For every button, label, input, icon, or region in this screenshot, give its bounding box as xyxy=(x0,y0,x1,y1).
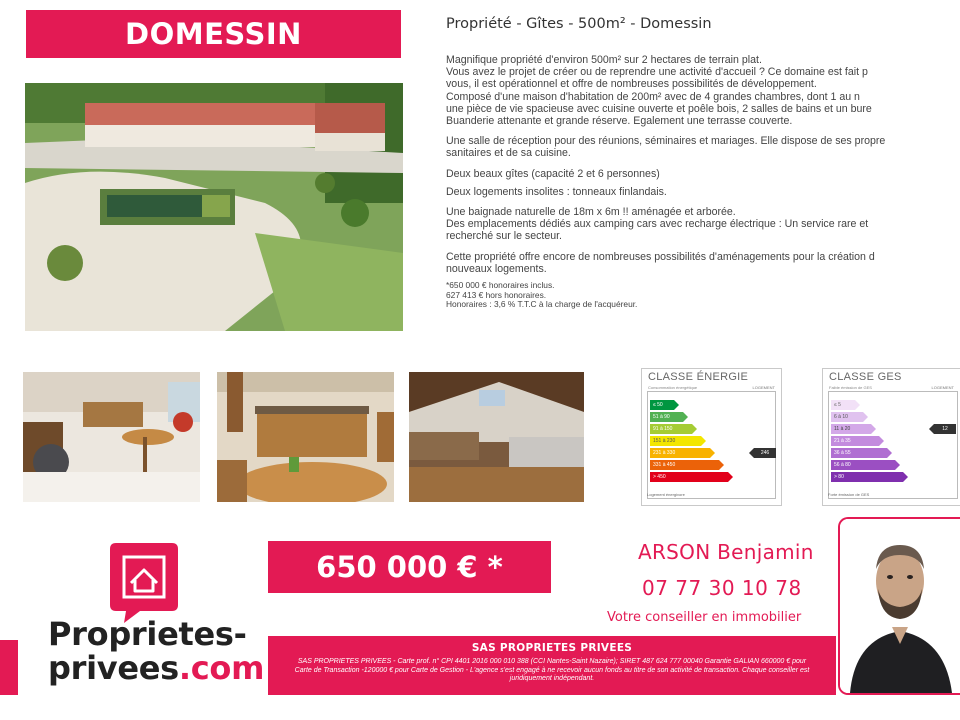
ges-footer: Forte émission de GES xyxy=(828,492,870,497)
energy-subtitle: Consommation énergétique xyxy=(648,385,698,390)
description-paragraph: Deux logements insolites : tonneaux finlandais. xyxy=(446,185,667,198)
house-logo-icon xyxy=(110,543,178,623)
brand-accent-bar xyxy=(0,640,18,695)
brand-logo-text xyxy=(48,617,264,685)
energy-logement-label: LOGEMENT xyxy=(752,385,775,390)
energy-marker: 246 xyxy=(754,448,776,458)
ges-logement-label: LOGEMENT xyxy=(931,385,954,390)
price-value: 650 000 € * xyxy=(316,550,503,584)
agent-name: ARSON Benjamin xyxy=(638,540,814,564)
price-banner xyxy=(268,541,551,593)
agent-phone[interactable]: 07 77 30 10 78 xyxy=(642,576,802,600)
energy-class-card xyxy=(641,368,782,506)
ges-bar-a: ≤ 5 xyxy=(831,400,855,410)
description-paragraph: Une salle de réception pour des réunions, séminaires et mariages. Elle dispose de ses propre sanitaires et de sa cuisine. xyxy=(446,135,886,160)
property-description xyxy=(446,54,960,344)
ges-bar-g: > 80 xyxy=(831,472,903,482)
energy-scale xyxy=(647,391,776,499)
property-title: DOMESSIN xyxy=(125,17,302,51)
property-headline: Propriété - Gîtes - 500m² - Domessin xyxy=(446,16,712,32)
ges-class-card xyxy=(822,368,960,506)
ges-scale xyxy=(828,391,958,499)
description-paragraph: Une baignade naturelle de 18m x 6m !! aménagée et arborée. Des emplacements dédiés aux camping cars avec recharge électrique : Un service rare et recherché sur le secteur. xyxy=(446,206,869,243)
energy-bar-a: ≤ 50 xyxy=(650,400,674,410)
interior-photo-kitchen xyxy=(23,372,200,502)
description-paragraph: Magnifique propriété d'environ 500m² sur 2 hectares de terrain plat. Vous avez le projet de créer ou de reprendre une activité d'accueil ? Ce domaine est fait p vous, il est opérationnel et offre de nombreuses possibilités de développement. Composé d'une maison d'habitation de 200m² avec de 4 grandes chambres, dont 1 au n une pièce de vie spacieuse avec cuisine ouverte et poêle bois, 2 salles de bains et un bure Buanderie attenante et grande réserve. Egalement une terrasse couverte. xyxy=(446,54,872,128)
interior-photo-bedroom xyxy=(409,372,584,502)
ges-subtitle: Faible émission de GES xyxy=(829,385,872,390)
legal-footer xyxy=(268,636,836,695)
energy-bar-d: 151 à 230 xyxy=(650,436,701,446)
description-paragraph: Deux beaux gîtes (capacité 2 et 6 personnes) xyxy=(446,167,660,180)
brand-line-1: Proprietes- xyxy=(48,615,247,653)
energy-footer: Logement énergivore xyxy=(647,492,685,497)
agent-role: Votre conseiller en immobilier xyxy=(607,610,802,625)
description-paragraph: Cette propriété offre encore de nombreuses possibilités d'aménagements pour la création d nouveaux logements. xyxy=(446,250,875,275)
energy-class-title: CLASSE ÉNERGIE xyxy=(648,371,749,383)
energy-bar-c: 91 à 150 xyxy=(650,424,692,434)
ges-bar-f: 56 à 80 xyxy=(831,460,895,470)
price-fees-note: *650 000 € honoraires inclus. 627 413 € hors honoraires. Honoraires : 3,6 % T.T.C à la charge de l'acquéreur. xyxy=(446,280,638,310)
footer-title: SAS PROPRIETES PRIVEES xyxy=(471,642,633,654)
energy-bar-b: 51 à 90 xyxy=(650,412,683,422)
ges-bar-e: 36 à 55 xyxy=(831,448,887,458)
interior-photo-dining xyxy=(217,372,394,502)
energy-bar-g: > 450 xyxy=(650,472,728,482)
ges-bar-c: 11 à 20 xyxy=(831,424,871,434)
ges-bar-d: 21 à 35 xyxy=(831,436,879,446)
property-title-banner xyxy=(26,10,401,58)
ges-marker: 12 xyxy=(934,424,956,434)
brand-line-2: privees.com xyxy=(48,649,265,687)
ges-bar-b: 6 à 10 xyxy=(831,412,863,422)
footer-legal-text: SAS PROPRIETES PRIVEES - Carte prof. n° CPI 4401 2016 000 010 388 (CCI Nantes-Saint Nazaire); SIRET 487 624 777 00040 Garantie GALIAN 660000 € pour Carte de Transaction -120000 € pour Carte de Gestion - L'agence s'est engagé à ne recevoir aucun fonds au titre de son activité de transaction. Chaque conseiller est juridiquement indépendant. xyxy=(294,658,810,683)
ges-class-title: CLASSE GES xyxy=(829,371,902,383)
energy-bar-e: 231 à 330 xyxy=(650,448,710,458)
energy-bar-f: 331 à 450 xyxy=(650,460,719,470)
agent-photo xyxy=(838,517,960,695)
main-property-photo xyxy=(25,83,403,331)
